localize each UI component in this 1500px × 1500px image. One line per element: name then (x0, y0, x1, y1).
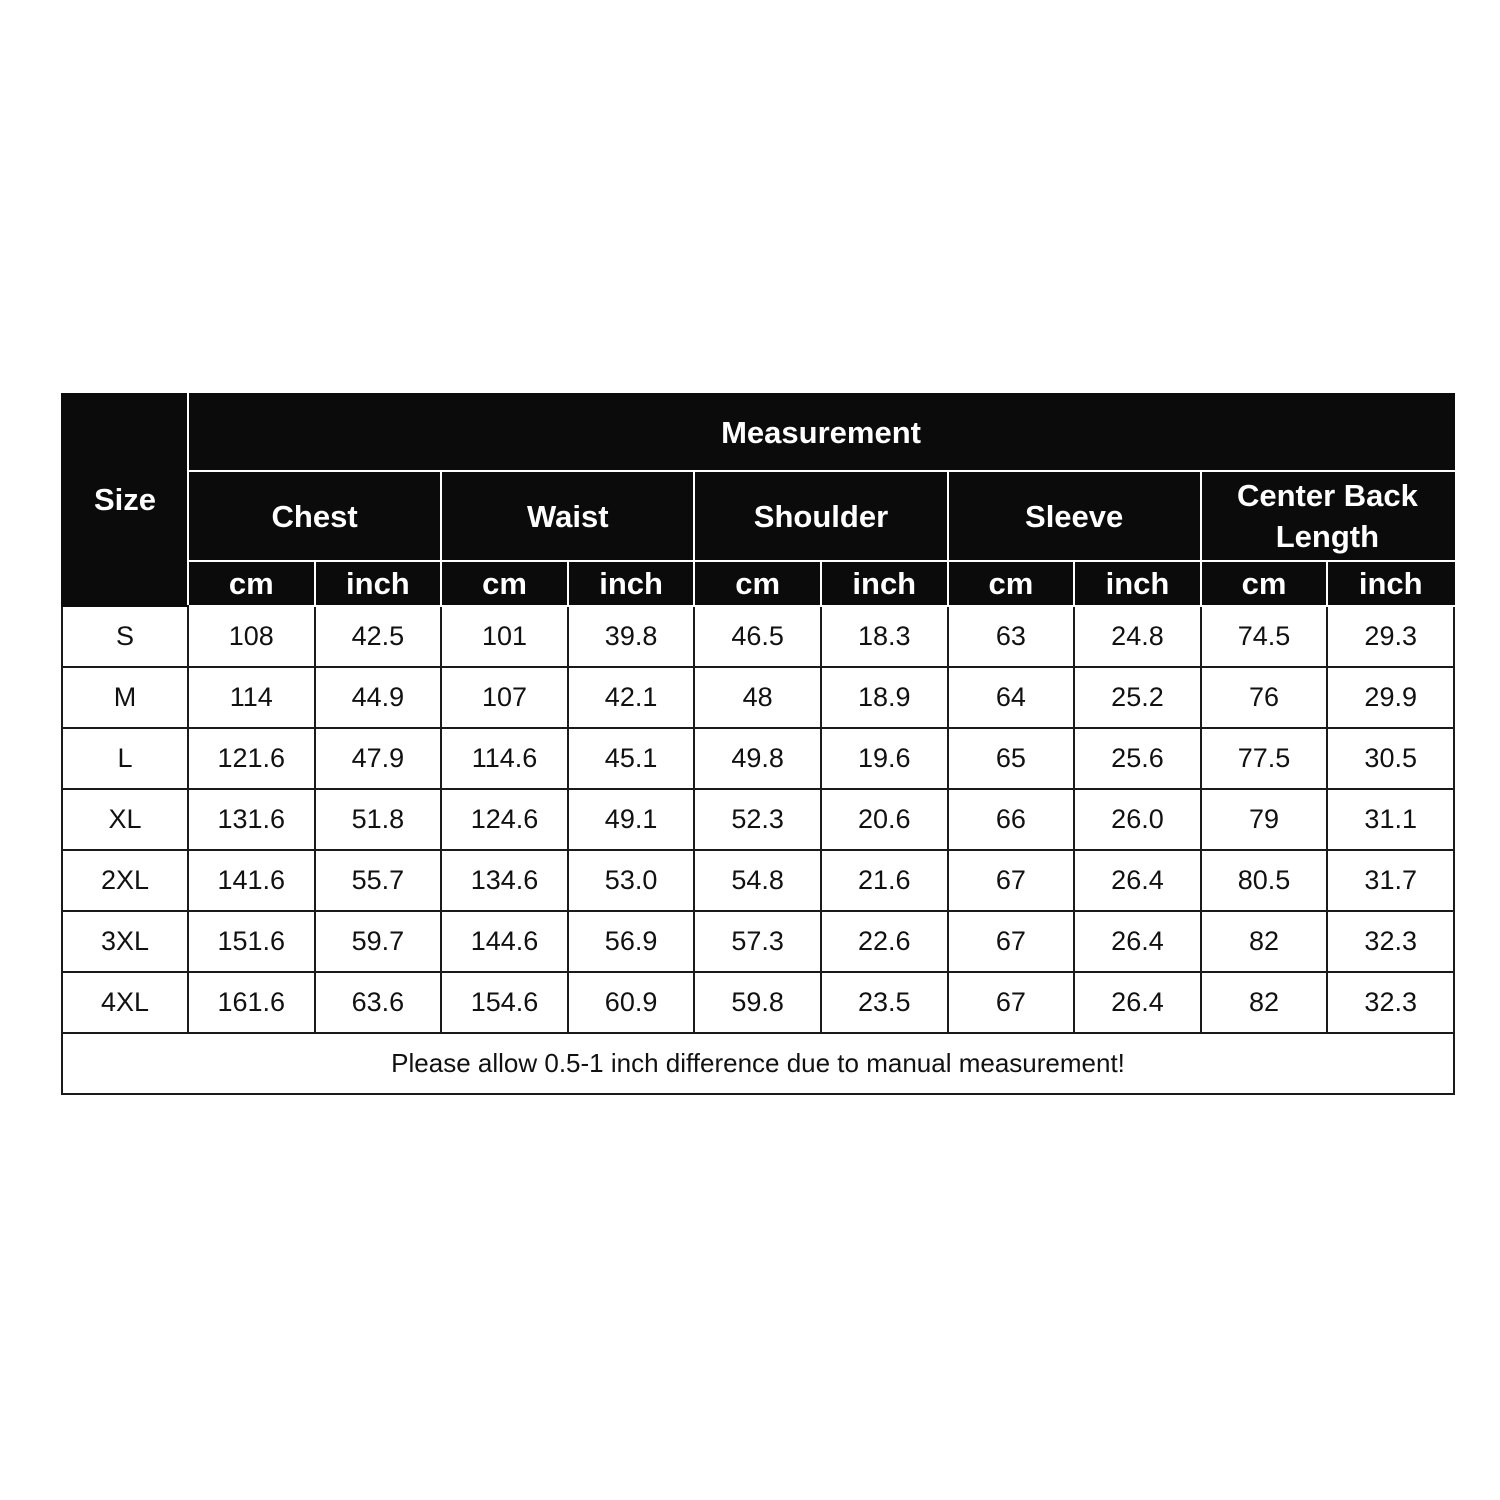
measurement-cell: 114.6 (441, 728, 568, 789)
size-cell: L (62, 728, 188, 789)
unit-header-cm: cm (441, 561, 568, 606)
table-row (62, 850, 1454, 911)
measurement-cell: 30.5 (1327, 728, 1454, 789)
measurement-group-header: Measurement (188, 394, 1454, 471)
measurement-cell: 42.5 (315, 606, 442, 667)
metric-header-center-back-length: Center Back Length (1201, 471, 1454, 561)
measurement-cell: 32.3 (1327, 911, 1454, 972)
measurement-cell: 44.9 (315, 667, 442, 728)
size-cell: XL (62, 789, 188, 850)
measurement-cell: 52.3 (694, 789, 821, 850)
size-cell: 4XL (62, 972, 188, 1033)
size-cell: S (62, 606, 188, 667)
measurement-cell: 18.9 (821, 667, 948, 728)
measurement-cell: 47.9 (315, 728, 442, 789)
table-row (62, 972, 1454, 1033)
measurement-cell: 141.6 (188, 850, 315, 911)
measurement-cell: 39.8 (568, 606, 695, 667)
measurement-cell: 26.4 (1074, 972, 1201, 1033)
measurement-cell: 79 (1201, 789, 1328, 850)
metric-header-chest: Chest (188, 471, 441, 561)
measurement-cell: 57.3 (694, 911, 821, 972)
measurement-cell: 32.3 (1327, 972, 1454, 1033)
unit-header-cm: cm (948, 561, 1075, 606)
measurement-cell: 67 (948, 850, 1075, 911)
measurement-cell: 77.5 (1201, 728, 1328, 789)
measurement-cell: 66 (948, 789, 1075, 850)
measurement-cell: 80.5 (1201, 850, 1328, 911)
measurement-cell: 20.6 (821, 789, 948, 850)
table-row (62, 789, 1454, 850)
measurement-cell: 51.8 (315, 789, 442, 850)
measurement-cell: 29.3 (1327, 606, 1454, 667)
metric-header-sleeve: Sleeve (948, 471, 1201, 561)
measurement-cell: 25.6 (1074, 728, 1201, 789)
measurement-cell: 121.6 (188, 728, 315, 789)
measurement-cell: 101 (441, 606, 568, 667)
measurement-cell: 108 (188, 606, 315, 667)
measurement-cell: 60.9 (568, 972, 695, 1033)
measurement-cell: 31.1 (1327, 789, 1454, 850)
measurement-cell: 23.5 (821, 972, 948, 1033)
measurement-cell: 64 (948, 667, 1075, 728)
measurement-cell: 22.6 (821, 911, 948, 972)
measurement-cell: 131.6 (188, 789, 315, 850)
unit-header-inch: inch (1074, 561, 1201, 606)
measurement-cell: 31.7 (1327, 850, 1454, 911)
table-row (62, 728, 1454, 789)
unit-header-cm: cm (1201, 561, 1328, 606)
unit-header-row (62, 561, 1454, 606)
size-chart-table (61, 393, 1455, 1095)
metric-header-shoulder: Shoulder (694, 471, 947, 561)
measurement-cell: 45.1 (568, 728, 695, 789)
size-cell: M (62, 667, 188, 728)
measurement-cell: 59.7 (315, 911, 442, 972)
measurement-cell: 63 (948, 606, 1075, 667)
measurement-cell: 67 (948, 972, 1075, 1033)
size-cell: 3XL (62, 911, 188, 972)
table-row (62, 667, 1454, 728)
unit-header-inch: inch (315, 561, 442, 606)
measurement-cell: 48 (694, 667, 821, 728)
measurement-cell: 161.6 (188, 972, 315, 1033)
measurement-cell: 144.6 (441, 911, 568, 972)
unit-header-inch: inch (568, 561, 695, 606)
measurement-cell: 56.9 (568, 911, 695, 972)
measurement-cell: 24.8 (1074, 606, 1201, 667)
measurement-cell: 26.0 (1074, 789, 1201, 850)
measurement-cell: 54.8 (694, 850, 821, 911)
measurement-cell: 26.4 (1074, 850, 1201, 911)
measurement-cell: 76 (1201, 667, 1328, 728)
table-header (62, 394, 1454, 606)
measurement-cell: 49.1 (568, 789, 695, 850)
measurement-cell: 53.0 (568, 850, 695, 911)
measurement-cell: 55.7 (315, 850, 442, 911)
unit-header-cm: cm (188, 561, 315, 606)
measurement-cell: 42.1 (568, 667, 695, 728)
size-cell: 2XL (62, 850, 188, 911)
measurement-cell: 67 (948, 911, 1075, 972)
measurement-cell: 74.5 (1201, 606, 1328, 667)
measurement-cell: 63.6 (315, 972, 442, 1033)
measurement-cell: 21.6 (821, 850, 948, 911)
measurement-cell: 19.6 (821, 728, 948, 789)
unit-header-inch: inch (821, 561, 948, 606)
measurement-cell: 107 (441, 667, 568, 728)
size-column-header: Size (62, 394, 188, 606)
measurement-cell: 124.6 (441, 789, 568, 850)
measurement-cell: 151.6 (188, 911, 315, 972)
measurement-cell: 82 (1201, 911, 1328, 972)
size-rows (62, 606, 1454, 1033)
measurement-cell: 154.6 (441, 972, 568, 1033)
metric-header-waist: Waist (441, 471, 694, 561)
measurement-cell: 59.8 (694, 972, 821, 1033)
measurement-cell: 82 (1201, 972, 1328, 1033)
measurement-cell: 26.4 (1074, 911, 1201, 972)
measurement-cell: 65 (948, 728, 1075, 789)
unit-header-cm: cm (694, 561, 821, 606)
table-row (62, 606, 1454, 667)
table-row (62, 911, 1454, 972)
measurement-cell: 134.6 (441, 850, 568, 911)
unit-header-inch: inch (1327, 561, 1454, 606)
measurement-cell: 49.8 (694, 728, 821, 789)
measurement-cell: 25.2 (1074, 667, 1201, 728)
measurement-cell: 18.3 (821, 606, 948, 667)
measurement-footnote: Please allow 0.5-1 inch difference due to manual measurement! (62, 1033, 1454, 1094)
measurement-cell: 114 (188, 667, 315, 728)
measurement-cell: 29.9 (1327, 667, 1454, 728)
measurement-cell: 46.5 (694, 606, 821, 667)
